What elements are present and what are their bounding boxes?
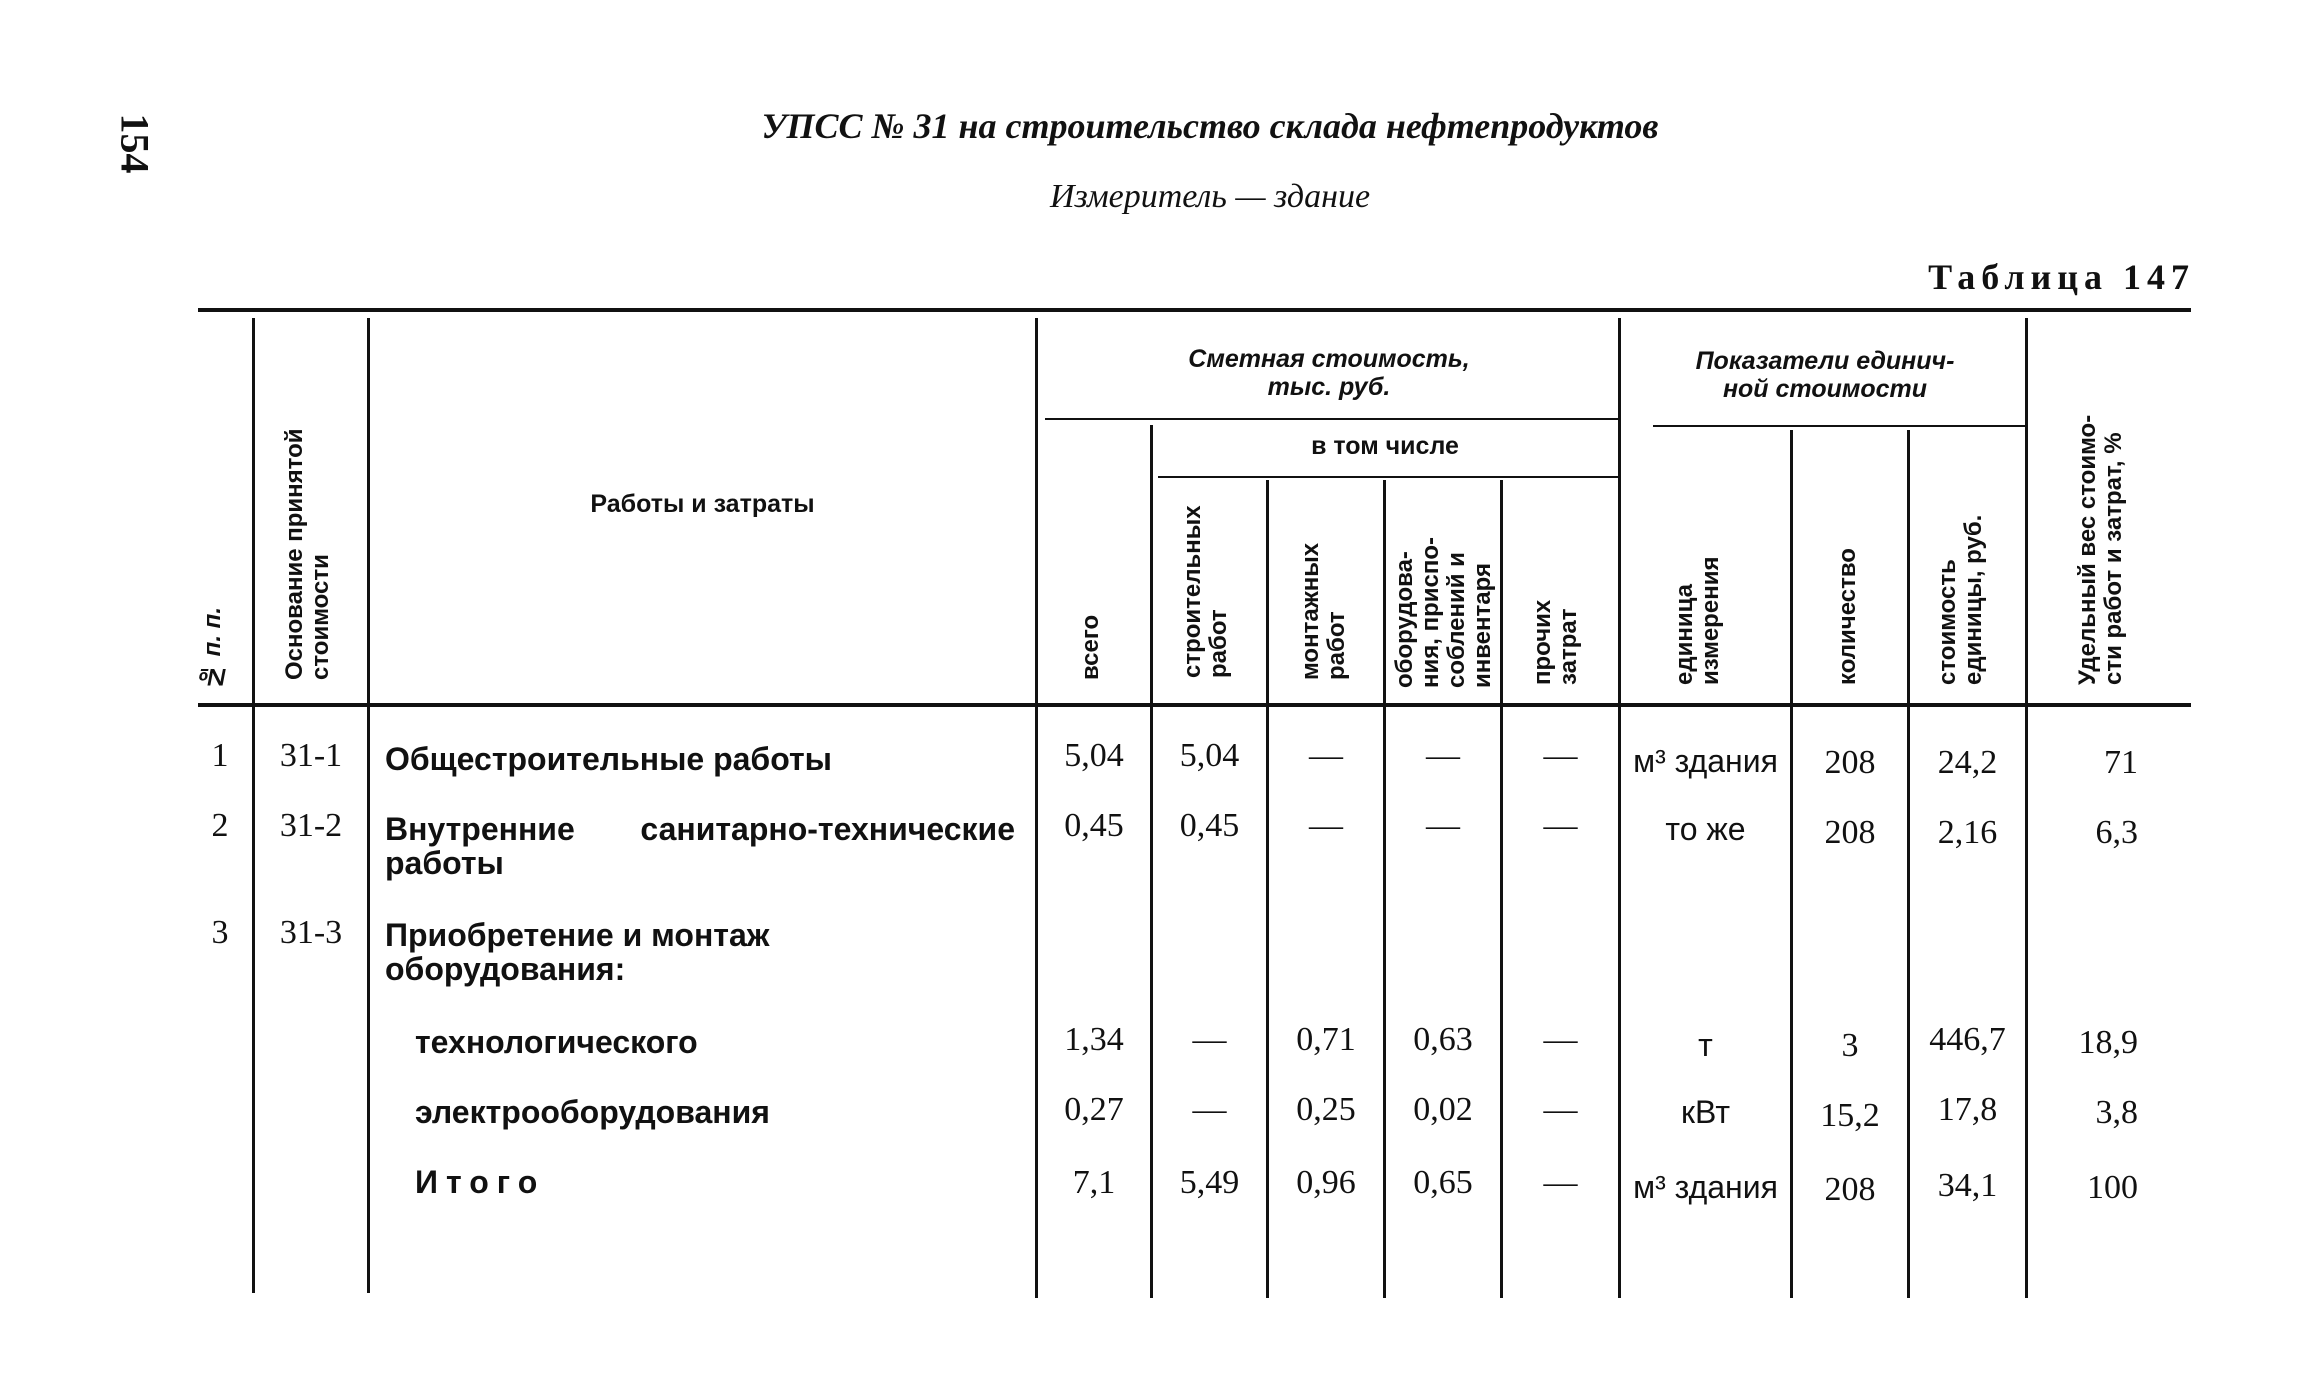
row-1-num: 1 (211, 737, 229, 774)
header-unit-group: Показатели единич- ной стоимости (1695, 347, 1955, 403)
total-row-installation: 0,96 (1296, 1164, 1356, 1201)
row-3b-unit: кВт (1681, 1094, 1730, 1130)
row-2-share: 6,3 (2095, 814, 2138, 851)
row-3b-quantity: 15,2 (1820, 1097, 1880, 1134)
total-row-construction: 5,49 (1179, 1164, 1240, 1201)
row-3a-other: — (1543, 1021, 1578, 1058)
row-2-other: — (1543, 807, 1578, 844)
header-unit-cost: стоимость единицы, руб. (1934, 514, 1987, 685)
row-3-basis: 31-3 (279, 914, 343, 951)
row-3a-unit-cost: 446,7 (1929, 1021, 2006, 1058)
total-row-total: 7,1 (1072, 1164, 1116, 1201)
row-3-num: 3 (211, 914, 229, 951)
header-construction: строительных работ (1179, 505, 1232, 678)
header-works: Работы и затраты (590, 490, 815, 518)
row-3b-other: — (1543, 1091, 1578, 1128)
row-3a-works: технологического (415, 1024, 698, 1060)
row-3b-share: 3,8 (2095, 1094, 2138, 1131)
row-3-works: Приобретение и монтаж оборудования: (385, 917, 770, 987)
row-2-works: Внутренние санитарно-технические работы (385, 811, 1015, 881)
page-number: 154 (112, 113, 158, 174)
row-1-quantity: 208 (1824, 744, 1876, 781)
including-group-rule (1158, 476, 1620, 478)
header-equipment: оборудова- ния, приспо- соблений и инвентаря (1391, 537, 1496, 688)
row-2-equipment: — (1426, 807, 1460, 844)
row-1-construction: 5,04 (1179, 737, 1240, 774)
row-2-unit-cost: 2,16 (1937, 814, 1998, 851)
row-2-total: 0,45 (1064, 807, 1124, 844)
total-row-other: — (1543, 1164, 1578, 1201)
row-1-basis: 31-1 (279, 737, 343, 774)
header-other: прочих затрат (1529, 599, 1582, 685)
col-divider (1618, 318, 1621, 1298)
row-2-unit: то же (1665, 811, 1746, 847)
table-label: Таблица 147 (1928, 257, 2195, 297)
header-quantity: количество (1834, 548, 1861, 685)
total-row-unit: м³ здания (1633, 1169, 1778, 1205)
page-subtitle: Измеритель — здание (1049, 178, 1371, 215)
header-estimate-group: Сметная стоимость, тыс. руб. (1188, 345, 1470, 401)
row-3b-works: электрооборудования (415, 1094, 770, 1130)
row-3b-construction: — (1192, 1091, 1227, 1128)
header-total: всего (1077, 614, 1104, 680)
row-3b-total: 0,27 (1064, 1091, 1124, 1128)
row-3b-installation: 0,25 (1296, 1091, 1356, 1128)
row-1-share: 71 (2104, 744, 2138, 781)
row-3a-equipment: 0,63 (1413, 1021, 1473, 1058)
row-1-other: — (1543, 737, 1578, 774)
col-divider (367, 318, 370, 1293)
row-1-equipment: — (1426, 737, 1460, 774)
row-3a-construction: — (1192, 1021, 1227, 1058)
col-divider (252, 318, 255, 1293)
row-2-quantity: 208 (1824, 814, 1876, 851)
total-row-equipment: 0,65 (1413, 1164, 1473, 1201)
table-top-rule (198, 308, 2191, 312)
row-1-installation: — (1309, 737, 1343, 774)
header-share: Удельный вес стоимо- сти работ и затрат, % (2074, 414, 2127, 685)
row-1-unit: м³ здания (1633, 743, 1778, 779)
row-3a-installation: 0,71 (1296, 1021, 1356, 1058)
row-3a-total: 1,34 (1064, 1021, 1124, 1058)
row-2-installation: — (1309, 807, 1343, 844)
header-unit: единица измерения (1671, 556, 1724, 685)
header-basis: Основание принятой стоимости (281, 428, 334, 680)
row-3b-equipment: 0,02 (1413, 1091, 1473, 1128)
table-header-bottom-rule (198, 703, 2191, 707)
header-num: № п. п. (199, 607, 226, 690)
estimate-group-rule (1045, 418, 1620, 420)
row-3a-unit: т (1698, 1027, 1713, 1063)
page-title: УПСС № 31 на строительство склада нефтепродуктов (761, 106, 1659, 146)
row-3b-unit-cost: 17,8 (1937, 1091, 1998, 1128)
header-including: в том числе (1311, 432, 1459, 460)
total-row-quantity: 208 (1824, 1171, 1876, 1208)
col-divider (2025, 318, 2028, 1298)
row-3a-share: 18,9 (2078, 1024, 2138, 1061)
row-1-unit-cost: 24,2 (1937, 744, 1998, 781)
row-1-total: 5,04 (1064, 737, 1124, 774)
row-2-basis: 31-2 (279, 807, 343, 844)
total-row-share: 100 (2087, 1169, 2138, 1206)
row-1-works: Общестроительные работы (385, 741, 832, 777)
total-row-unit-cost: 34,1 (1937, 1167, 1998, 1204)
header-installation: монтажных работ (1297, 542, 1350, 680)
total-row-label: Итого (415, 1164, 546, 1200)
row-2-construction: 0,45 (1179, 807, 1240, 844)
unit-group-rule (1653, 425, 2025, 427)
row-3a-quantity: 3 (1841, 1027, 1859, 1064)
col-divider (1790, 430, 1793, 1298)
row-2-num: 2 (211, 807, 229, 844)
